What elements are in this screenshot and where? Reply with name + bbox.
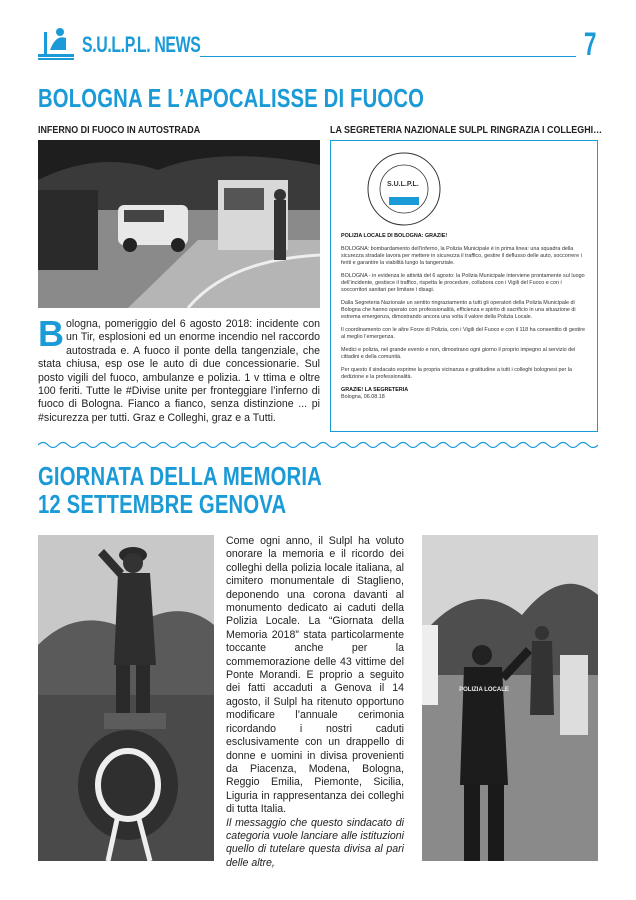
article1-text: ologna, pomeriggio del 6 agosto 2018: incidente con un Tir, esplosioni ed un enorme incendio nel raccordo autostrada e. A fuoco il ponte della tangenziale, che stata chiusa, esp ose le auto di due concessionarie. Sul posto vigili del fuoco, ambulanze e polizia. 1 v ttima e oltre 100 feriti. Tutte le #Divise unite per fronteggiare l’inferno di fuoco di Bologna. Fianco a fianco, senza distinzione ... pi #sicurezza per tutti. Graz e Colleghi, graz e a Tutti. (38, 318, 320, 424)
letter-p6: Per questo il sindacato esprime la propria vicinanza e gratitudine a tutti i colleghi bolognesi per la dedizione e la professionalità. (341, 367, 573, 380)
article2-italic: Il messaggio che questo sindacato di categoria vuole lanciare alle istituzioni quello di tutelare questa divisa al pari delle altre, (226, 816, 404, 869)
letter-signature: GRAZIE! LA SEGRETERIA (341, 387, 409, 393)
article1-dropcap: B (38, 313, 64, 354)
letter-p5: Medici e polizia, nel grande evento e non, dimostrano ogni giorno il proprio impegno al servizio dei cittadini e della comunità. (341, 347, 576, 360)
sulpl-seal-icon (359, 149, 449, 229)
sulpl-logo-icon (36, 24, 76, 62)
monument-statue-photo (38, 535, 214, 861)
thank-you-letter (330, 140, 598, 432)
fire-scene-photo (38, 140, 320, 308)
article2-title-line1: GIORNATA DELLA MEMORIA (38, 461, 322, 491)
article1-title: BOLOGNA E L’APOCALISSE DI FUOCO (38, 83, 425, 113)
brand-title: S.U.L.P.L. NEWS (82, 32, 201, 57)
article1-left-subtitle: INFERNO DI FUOCO IN AUTOSTRADA (38, 124, 201, 136)
wavy-divider (38, 440, 598, 450)
letter-p1: BOLOGNA: bombardamento dell’inferno, la Polizia Municipale è in prima linea: una squadra della sicurezza stradale lavora per mettere in sicurezza il traffico, gestire il deflusso delle auto, soccorrere i feriti e garantire la viabilità lungo la tangenziale. (341, 246, 582, 266)
letter-date: Bologna, 06.08.18 (341, 394, 385, 400)
letter-p4: Il coordinamento con le altre Forze di Polizia, con i Vigili del Fuoco e con il 118 ha consentito di gestire al meglio l’emergenza. (341, 327, 586, 340)
article2-title-line2: 12 SETTEMBRE GENOVA (38, 489, 287, 519)
article2-body-column (226, 535, 404, 870)
letter-heading: POLIZIA LOCALE DI BOLOGNA: GRAZIE! (341, 233, 448, 239)
header-rule (200, 56, 576, 57)
jacket-text: POLIZIA LOCALE (459, 687, 509, 693)
article1-right-subtitle: LA SEGRETERIA NAZIONALE SULPL RINGRAZIA I COLLEGHI… (330, 124, 603, 136)
letter-p3: Dalla Segreteria Nazionale un sentito ringraziamento a tutti gli operatori della Polizia Municipale di Bologna che hanno operato con professionalità, efficienza e spirito di sacrificio in una situazione di estrema emergenza, dimostrando ancora una volta il valore della Polizia Locale. (341, 300, 576, 320)
article1-body (38, 313, 320, 425)
officers-salute-photo (422, 535, 598, 861)
seal-text: S.U.L.P.L. (387, 181, 419, 188)
page-number: 7 (584, 26, 597, 62)
article2-body: Come ogni anno, il Sulpl ha voluto onorare la memoria e il ricordo dei colleghi della polizia locale italiana, al cimitero monumentale di Staglieno, deponendo una corona davanti al monumento dedicato ai caduti della Polizia Locale. La “Giornata della Memoria 2018” stata particolarmente toccante anche per la commemorazione delle 43 vittime del Ponte Morandi. E proprio a seguito dei fatti accaduti a Genova il 14 agosto, il Sulpl ha ritenuto opportuno modificare l’annuale cerimonia ricordando i nostri caduti esclusivamente con un drappello di donne e uomini in divisa provenienti da Piacenza, Modena, Bologna, Reggio Emilia, Piemonte, Sicilia, Liguria in rappresentanza dei colleghi di tutta Italia. (226, 535, 404, 816)
letter-p2: BOLOGNA - in evidenza le attività del 6 agosto: la Polizia Municipale interviene prontamente sul luogo dell’incidente, gestisce il traffico, rispetta le procedure, collabora con i Vigili del Fuoco e con i soccorritori sanitari per limitare i disagi. (341, 273, 585, 293)
